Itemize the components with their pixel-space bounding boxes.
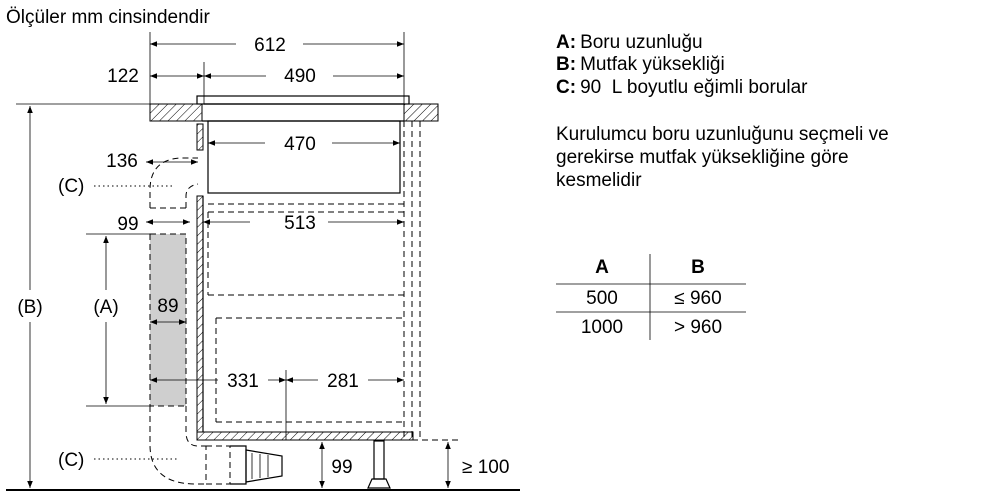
units-note: Ölçüler mm cinsindendir xyxy=(6,7,210,28)
dim-89: 89 xyxy=(157,296,179,317)
dim-490: 490 xyxy=(284,66,316,87)
svg-text:A:Boru uzunluğu xyxy=(556,32,703,53)
table-header-a: A xyxy=(595,257,609,278)
label-b-side: (B) xyxy=(17,297,43,318)
dim-136: 136 xyxy=(106,151,138,172)
legend-c-key: C: xyxy=(556,77,577,98)
dim-470: 470 xyxy=(284,134,316,155)
legend-a-text: Boru uzunluğu xyxy=(580,32,703,53)
note-line-2: gerekirse mutfak yüksekliğine göre xyxy=(556,147,849,168)
legend-b-key: B: xyxy=(556,54,577,75)
size-table xyxy=(556,254,746,340)
note-line-1: Kurulumcu boru uzunluğunu seçmeli ve xyxy=(556,124,889,145)
svg-text:C:90 L boyutlu eğimli borular xyxy=(556,77,808,98)
dim-99-bottom: 99 xyxy=(331,457,353,478)
table-cell: 1000 xyxy=(580,317,624,338)
worktop-left xyxy=(150,104,202,121)
label-c-bottom: (C) xyxy=(58,450,85,471)
cooktop-body xyxy=(208,121,400,193)
dim-99-top: 99 xyxy=(117,214,139,235)
svg-text:B:Mutfak yüksekliği xyxy=(556,54,725,75)
dim-122: 122 xyxy=(107,66,139,87)
table-header-b: B xyxy=(691,257,705,278)
legend-b-text: Mutfak yüksekliği xyxy=(580,54,725,75)
table-cell: 500 xyxy=(586,288,618,309)
cabinet-foot xyxy=(374,441,384,479)
table-cell: > 960 xyxy=(673,317,723,338)
dim-331: 331 xyxy=(227,371,259,392)
legend xyxy=(556,32,808,98)
dim-612: 612 xyxy=(254,35,286,56)
dim-min-100: ≥ 100 xyxy=(462,457,510,478)
legend-a-key: A: xyxy=(556,32,577,53)
note-line-3: kesmelidir xyxy=(556,170,642,191)
cooktop-glass xyxy=(197,96,409,104)
legend-c-text: 90 L boyutlu eğimli borular xyxy=(580,77,808,98)
label-c-top: (C) xyxy=(58,176,85,197)
dim-513: 513 xyxy=(284,213,316,234)
label-a-side: (A) xyxy=(93,297,119,318)
installer-note xyxy=(556,124,889,191)
dim-281: 281 xyxy=(327,371,359,392)
worktop-right xyxy=(404,104,438,121)
table-cell: ≤ 960 xyxy=(674,288,722,309)
cabinet-floor xyxy=(197,432,413,440)
vent-outlet-icon xyxy=(246,450,282,482)
